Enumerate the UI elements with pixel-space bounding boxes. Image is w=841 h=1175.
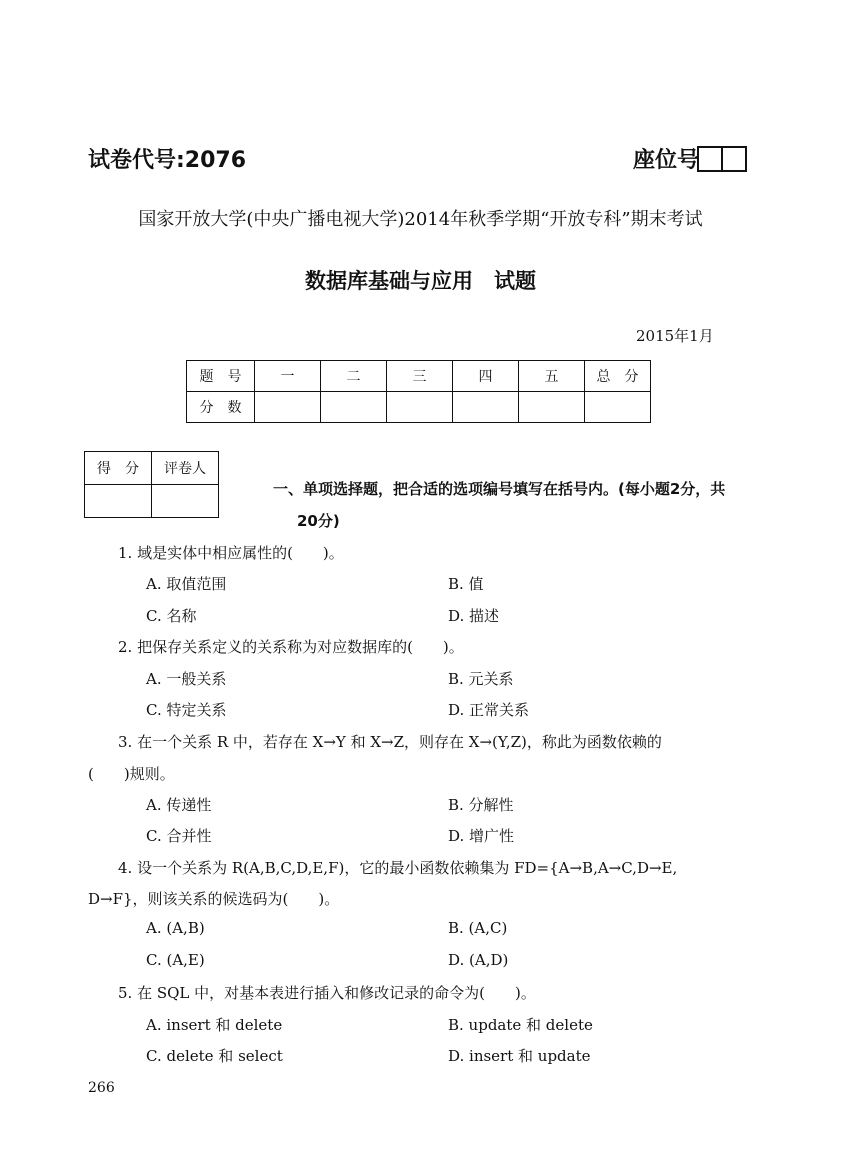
option-1d: D. 描述	[448, 607, 500, 625]
grader-score-cell	[85, 485, 152, 518]
question-2: 2. 把保存关系定义的关系称为对应数据库的( )。	[118, 638, 464, 656]
option-5b: B. update 和 delete	[448, 1016, 593, 1034]
score-header-cell: 一	[255, 361, 321, 392]
score-cell	[453, 392, 519, 423]
score-header-cell: 总 分	[585, 361, 651, 392]
grader-table	[84, 451, 219, 518]
option-3c: C. 合并性	[146, 827, 212, 845]
question-4-cont: D→F}，则该关系的候选码为( )。	[88, 890, 340, 908]
option-4c: C. (A,E)	[146, 951, 205, 969]
option-5a: A. insert 和 delete	[146, 1016, 283, 1034]
grader-score-label: 得 分	[85, 452, 152, 485]
score-header-cell: 四	[453, 361, 519, 392]
question-3: 3. 在一个关系 R 中，若存在 X→Y 和 X→Z，则存在 X→(Y,Z)，称此为函数依赖的	[118, 733, 662, 751]
score-cell	[519, 392, 585, 423]
grader-name-label: 评卷人	[152, 452, 219, 485]
question-4: 4. 设一个关系为 R(A,B,C,D,E,F)，它的最小函数依赖集为 FD={A→B,A→C,D→E,	[118, 859, 678, 877]
subject-title: 数据库基础与应用 试题	[305, 269, 536, 293]
score-cell	[387, 392, 453, 423]
seat-number	[633, 143, 747, 174]
option-4d: D. (A,D)	[448, 951, 509, 969]
seat-box	[721, 146, 747, 172]
score-cell	[255, 392, 321, 423]
option-1c: C. 名称	[146, 607, 197, 625]
seat-label: 座位号	[633, 148, 700, 173]
exam-date: 2015年1月	[636, 327, 714, 345]
option-5d: D. insert 和 update	[448, 1047, 591, 1065]
score-cell	[585, 392, 651, 423]
option-5c: C. delete 和 select	[146, 1047, 283, 1065]
option-2a: A. 一般关系	[146, 670, 227, 688]
section-heading-cont: 20分)	[297, 512, 340, 530]
option-4b: B. (A,C)	[448, 919, 508, 937]
question-1: 1. 域是实体中相应属性的( )。	[118, 544, 344, 562]
question-3-cont: ( )规则。	[88, 765, 175, 783]
paper-code: 试卷代号:2076	[88, 148, 247, 173]
question-5: 5. 在 SQL 中，对基本表进行插入和修改记录的命令为( )。	[118, 984, 536, 1002]
option-2d: D. 正常关系	[448, 701, 530, 719]
option-2c: C. 特定关系	[146, 701, 227, 719]
score-cell	[321, 392, 387, 423]
seat-box	[697, 146, 723, 172]
score-table-score-row	[187, 392, 651, 423]
score-table	[186, 360, 651, 423]
option-3d: D. 增广性	[448, 827, 515, 845]
section-heading: 一、单项选择题，把合适的选项编号填写在括号内。(每小题2分，共	[273, 480, 726, 498]
grader-name-cell	[152, 485, 219, 518]
score-header-cell: 五	[519, 361, 585, 392]
page-number: 266	[88, 1080, 115, 1096]
score-row-label: 分 数	[187, 392, 255, 423]
option-4a: A. (A,B)	[146, 919, 205, 937]
option-3a: A. 传递性	[146, 796, 212, 814]
option-3b: B. 分解性	[448, 796, 514, 814]
option-1a: A. 取值范围	[146, 575, 227, 593]
option-1b: B. 值	[448, 575, 484, 593]
option-2b: B. 元关系	[448, 670, 514, 688]
score-table-header-row	[187, 361, 651, 392]
score-header-cell: 三	[387, 361, 453, 392]
score-header-cell: 二	[321, 361, 387, 392]
exam-title: 国家开放大学(中央广播电视大学)2014年秋季学期“开放专科”期末考试	[138, 209, 703, 230]
score-header-cell: 题 号	[187, 361, 255, 392]
